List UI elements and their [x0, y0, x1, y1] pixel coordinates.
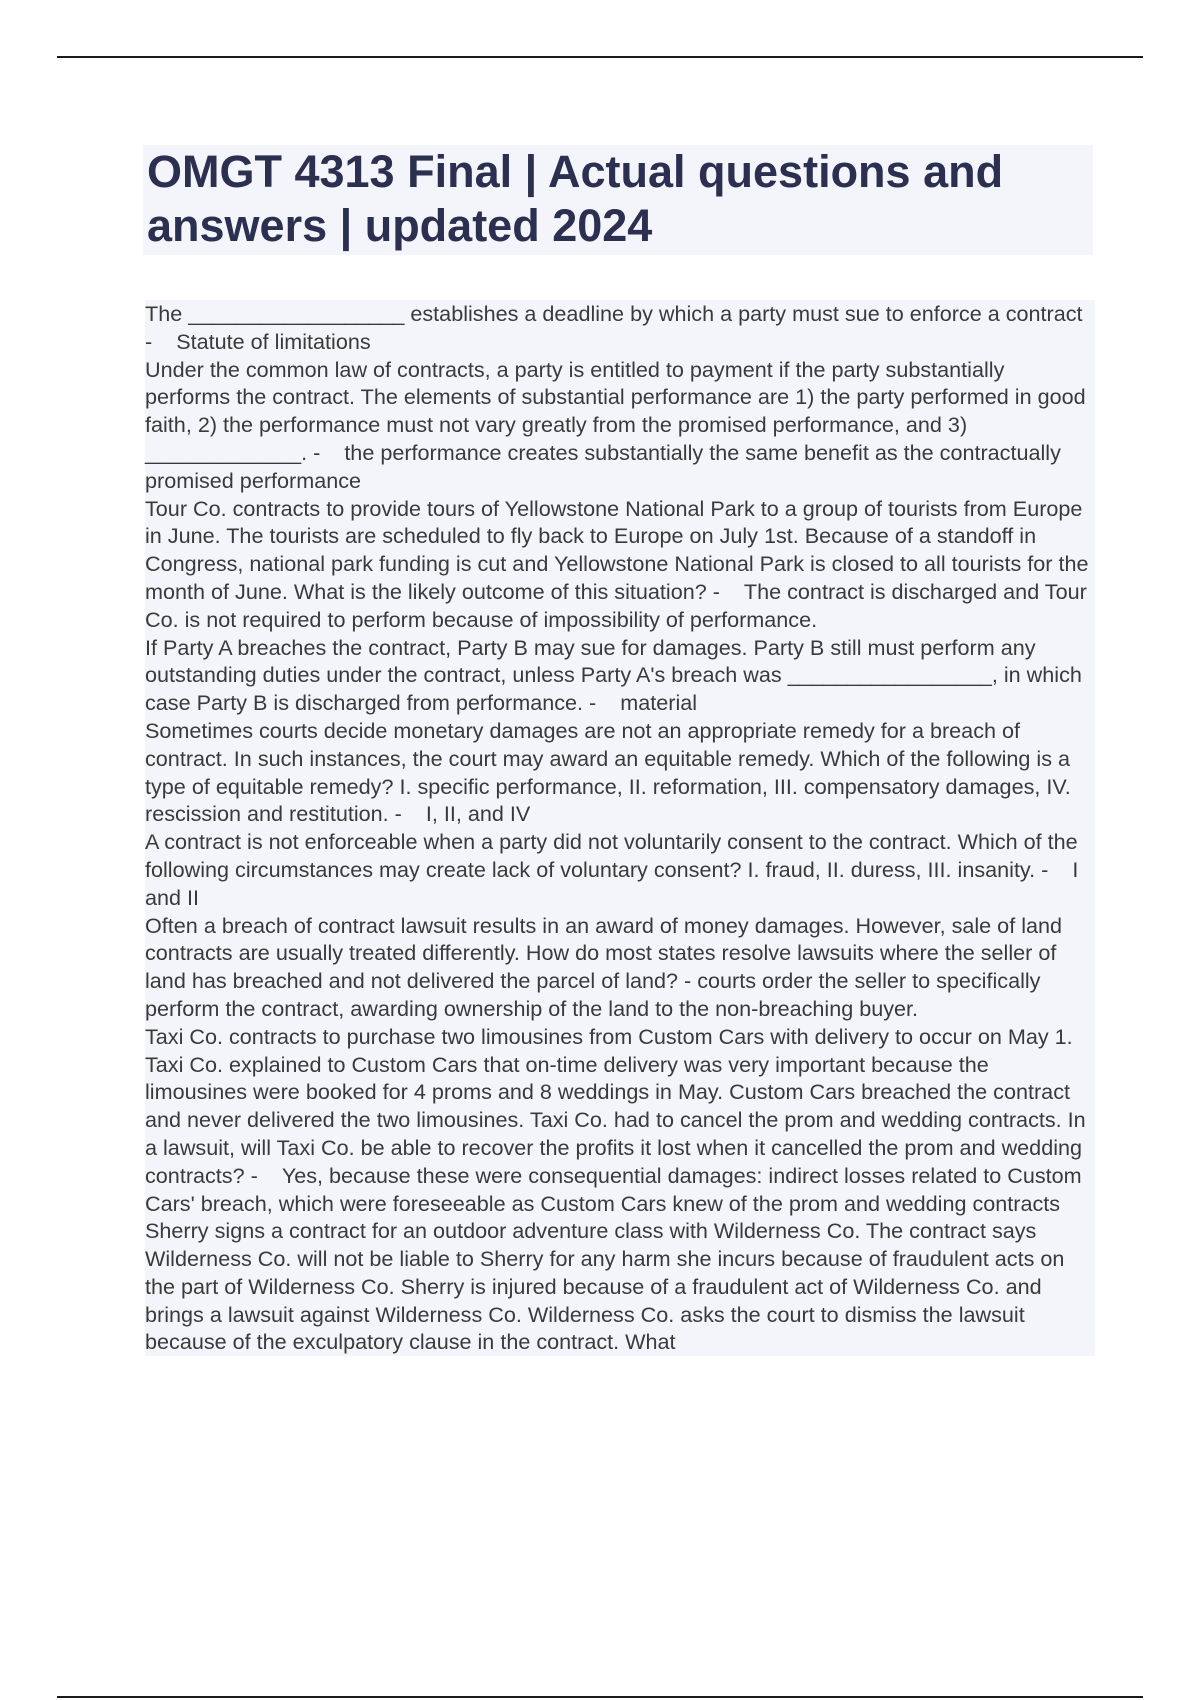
answer-text: The contract is discharged and Tour Co. is not required to perform because of impossibility of performance.	[145, 578, 1087, 632]
qa-item	[145, 1023, 1095, 1218]
question-text: Sherry signs a contract for an outdoor adventure class with Wilderness Co. The contract says Wilderness Co. will not be liable to Sherry for any harm she incurs because of fraudulent acts on the part of Wilderness Co. Sherry is injured because of a fraudulent act of Wilderness Co. and brings a lawsuit against Wilderness Co. Wilderness Co. asks the court to dismiss the lawsuit because of the exculpatory clause in the contract. What	[145, 1218, 1065, 1355]
answer-text: courts order the seller to specifically perform the contract, awarding ownership of the land to the non-breaching buyer.	[145, 968, 1041, 1021]
question-text: Tour Co. contracts to provide tours of Yellowstone National Park to a group of tourists from Europe in June. The tourists are scheduled to fly back to Europe on July 1st. Because of a standoff in Congress, national park funding is cut and Yellowstone National Park is closed to all tourists for the month of June. What is the likely outcome of this situation? -	[145, 495, 1089, 604]
answer-text: I and II	[145, 856, 1079, 910]
answer-text: material	[620, 690, 698, 716]
question-text: Under the common law of contracts, a party is entitled to payment if the party substantially performs the contract. The elements of substantial performance are 1) the party performed in good faith, 2) the performance must not vary greatly from the promised performance, and 3) _____________. -	[145, 356, 1086, 465]
answer-text: the performance creates substantially the same benefit as the contractually promised performance	[145, 439, 1061, 493]
question-text: Often a breach of contract lawsuit results in an award of money damages. However, sale of land contracts are usually treated differently. How do most states resolve lawsuits where the seller of land has breached and not delivered the parcel of land? -	[145, 912, 1063, 994]
qa-item	[145, 300, 1095, 356]
question-text: A contract is not enforceable when a party did not voluntarily consent to the contract. Which of the following circumstances may create lack of voluntary consent? I. fraud, II. duress, III. insanity. -	[145, 829, 1078, 882]
qa-item	[145, 634, 1095, 717]
qa-item	[145, 717, 1095, 828]
answer-text: Yes, because these were consequential damages: indirect losses related to Custom Cars' breach, which were foreseeable as Custom Cars knew of the prom and wedding contracts	[145, 1162, 1082, 1216]
question-text: The __________________ establishes a deadline by which a party must sue to enforce a contract -	[145, 301, 1083, 354]
qa-list	[145, 300, 1095, 1356]
answer-text: I, II, and IV	[425, 801, 531, 827]
question-text: Taxi Co. contracts to purchase two limousines from Custom Cars with delivery to occur on May 1. Taxi Co. explained to Custom Cars that on-time delivery was very important because the limousines were booked for 4 proms and 8 weddings in May. Custom Cars breached the contract and never delivered the two limousines. Taxi Co. had to cancel the prom and wedding contracts. In a lawsuit, will Taxi Co. be able to recover the profits it lost when it cancelled the prom and wedding contracts? -	[145, 1023, 1086, 1188]
question-text: Sometimes courts decide monetary damages are not an appropriate remedy for a breach of contract. In such instances, the court may award an equitable remedy. Which of the following is a type of equitable remedy? I. specific performance, II. reformation, III. compensatory damages, IV. rescission and restitution. -	[145, 717, 1071, 827]
answer-text: Statute of limitations	[176, 328, 371, 354]
qa-item	[145, 1217, 1095, 1356]
qa-item	[145, 356, 1095, 495]
bottom-rule	[57, 1696, 1143, 1698]
qa-item	[145, 495, 1095, 634]
qa-item	[145, 828, 1095, 911]
title-block	[143, 145, 1093, 255]
qa-item	[145, 912, 1095, 1023]
document-title: OMGT 4313 Final | Actual questions and answers | updated 2024	[147, 146, 1004, 251]
top-rule	[57, 56, 1143, 58]
question-text: If Party A breaches the contract, Party B may sue for damages. Party B still must perform any outstanding duties under the contract, unless Party A's breach was _________________, in which case Party B is discharged from performance. -	[145, 634, 1082, 716]
